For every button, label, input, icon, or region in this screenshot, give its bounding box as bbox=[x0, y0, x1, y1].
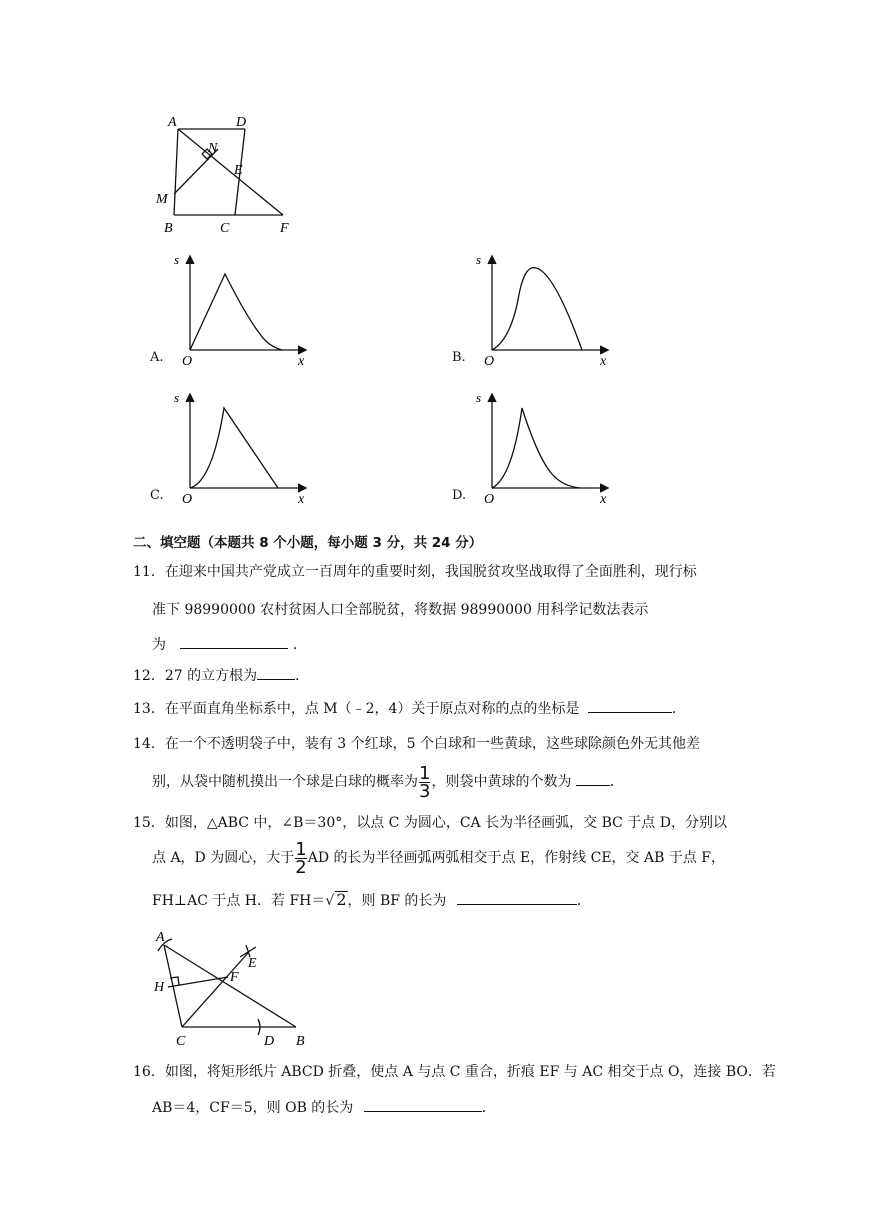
graph-option-b bbox=[470, 250, 615, 368]
q13-end: ． bbox=[671, 701, 686, 717]
q15-line1: 15．如图，△ABC 中，∠B＝30°，以点 C 为圆心，CA 长为半径画弧，交 BC 于点 D，分别以 bbox=[133, 815, 727, 831]
label-c: C bbox=[220, 221, 230, 236]
label-b: B bbox=[164, 221, 173, 236]
label-d2: D bbox=[264, 1034, 275, 1049]
label-n: N bbox=[208, 141, 218, 156]
label-h2: H bbox=[154, 980, 165, 995]
q16-end: ． bbox=[481, 1100, 496, 1116]
graph-option-c bbox=[168, 388, 313, 506]
q15-answer-blank[interactable] bbox=[457, 890, 577, 905]
q14-answer-blank[interactable] bbox=[576, 771, 610, 786]
axis-s-b: s bbox=[476, 252, 482, 267]
q15-fraction bbox=[295, 838, 307, 878]
origin-b: O bbox=[484, 354, 495, 368]
q15-text-d: ，则 BF 的长为 bbox=[347, 893, 447, 909]
q15-frac-num: 1 bbox=[295, 838, 307, 860]
q14-line1: 14．在一个不透明袋子中，装有 3 个红球，5 个白球和一些黄球，这些球除颜色外无其他差 bbox=[133, 736, 700, 752]
q15-line2 bbox=[152, 838, 725, 878]
q11-line2: 准下 98990000 农村贫困人口全部脱贫，将数据 98990000 用科学记数法表示 bbox=[152, 602, 649, 618]
q12-answer-blank[interactable] bbox=[257, 665, 295, 680]
origin-a: O bbox=[182, 354, 193, 368]
label-f2: F bbox=[230, 970, 239, 985]
q11-line1: 11．在迎来中国共产党成立一百周年的重要时刻，我国脱贫攻坚战取得了全面胜利，现行标 bbox=[133, 564, 697, 580]
q11-prefix: 为 bbox=[152, 637, 166, 653]
q16-line1: 16．如图，将矩形纸片 ABCD 折叠，使点 A 与点 C 重合，折痕 EF 与 AC 相交于点 O，连接 BO．若 bbox=[133, 1064, 776, 1080]
q12-text: 12．27 的立方根为 bbox=[133, 668, 258, 684]
q12-line bbox=[133, 665, 309, 686]
q16-text: AB＝4，CF＝5，则 OB 的长为 bbox=[152, 1100, 354, 1116]
label-d: D bbox=[236, 115, 247, 130]
label-a: A bbox=[168, 115, 177, 130]
q15-end: ． bbox=[576, 893, 591, 909]
option-c-label: C. bbox=[150, 488, 164, 503]
q15-frac-den: 2 bbox=[295, 856, 307, 878]
section-heading: 二、填空题（本题共 8 个小题，每小题 3 分，共 24 分） bbox=[133, 535, 483, 551]
axis-s-a: s bbox=[174, 252, 180, 267]
origin-d: O bbox=[484, 492, 495, 506]
axis-s-d: s bbox=[476, 390, 482, 405]
q15-text-b: AD 的长为半径画弧两弧相交于点 E，作射线 CE，交 AB 于点 F， bbox=[307, 850, 726, 866]
q14-end: ． bbox=[609, 774, 624, 790]
q15-text-c: FH⊥AC 于点 H．若 FH＝ bbox=[152, 893, 326, 909]
graph-option-d bbox=[470, 388, 615, 506]
q13-line bbox=[133, 698, 686, 719]
label-c2: C bbox=[176, 1034, 186, 1049]
axis-x-a: x bbox=[298, 354, 305, 368]
q16-answer-blank[interactable] bbox=[364, 1097, 482, 1112]
option-b-label: B. bbox=[452, 350, 466, 365]
option-a-label: A. bbox=[150, 350, 164, 365]
q14-frac-num: 1 bbox=[419, 762, 431, 784]
q13-answer-blank[interactable] bbox=[588, 698, 672, 713]
label-e: E bbox=[234, 163, 243, 178]
q15-line3 bbox=[152, 890, 591, 911]
figure-triangle-abc bbox=[150, 925, 320, 1050]
label-e2: E bbox=[248, 956, 257, 971]
q14-line2 bbox=[152, 762, 624, 802]
graph-option-a bbox=[168, 250, 313, 368]
origin-c: O bbox=[182, 492, 193, 506]
label-m: M bbox=[156, 192, 168, 207]
q11-answer-blank[interactable] bbox=[180, 634, 288, 649]
sqrt-symbol: √ bbox=[325, 893, 335, 909]
q11-line3 bbox=[152, 634, 307, 655]
q14-fraction bbox=[419, 762, 431, 802]
q16-line2 bbox=[152, 1097, 496, 1118]
label-f: F bbox=[280, 221, 289, 236]
axis-x-b: x bbox=[600, 354, 607, 368]
q11-end: ． bbox=[292, 637, 307, 653]
q14-frac-den: 3 bbox=[419, 780, 431, 802]
label-b2: B bbox=[296, 1034, 305, 1049]
label-a2: A bbox=[156, 930, 165, 945]
q14-text-a: 别，从袋中随机摸出一个球是白球的概率为 bbox=[152, 774, 418, 790]
axis-x-d: x bbox=[600, 492, 607, 506]
q13-text: 13．在平面直角坐标系中，点 M（﹣2，4）关于原点对称的点的坐标是 bbox=[133, 701, 580, 717]
axis-s-c: s bbox=[174, 390, 180, 405]
option-d-label: D. bbox=[452, 488, 467, 503]
axis-x-c: x bbox=[298, 492, 305, 506]
q15-text-a: 点 A，D 为圆心，大于 bbox=[152, 850, 295, 866]
q15-sqrt-value: 2 bbox=[336, 890, 347, 909]
figure-rectangle-abcd bbox=[150, 108, 300, 238]
q14-text-b: ，则袋中黄球的个数为 bbox=[431, 774, 572, 790]
q12-end: ． bbox=[295, 668, 310, 684]
